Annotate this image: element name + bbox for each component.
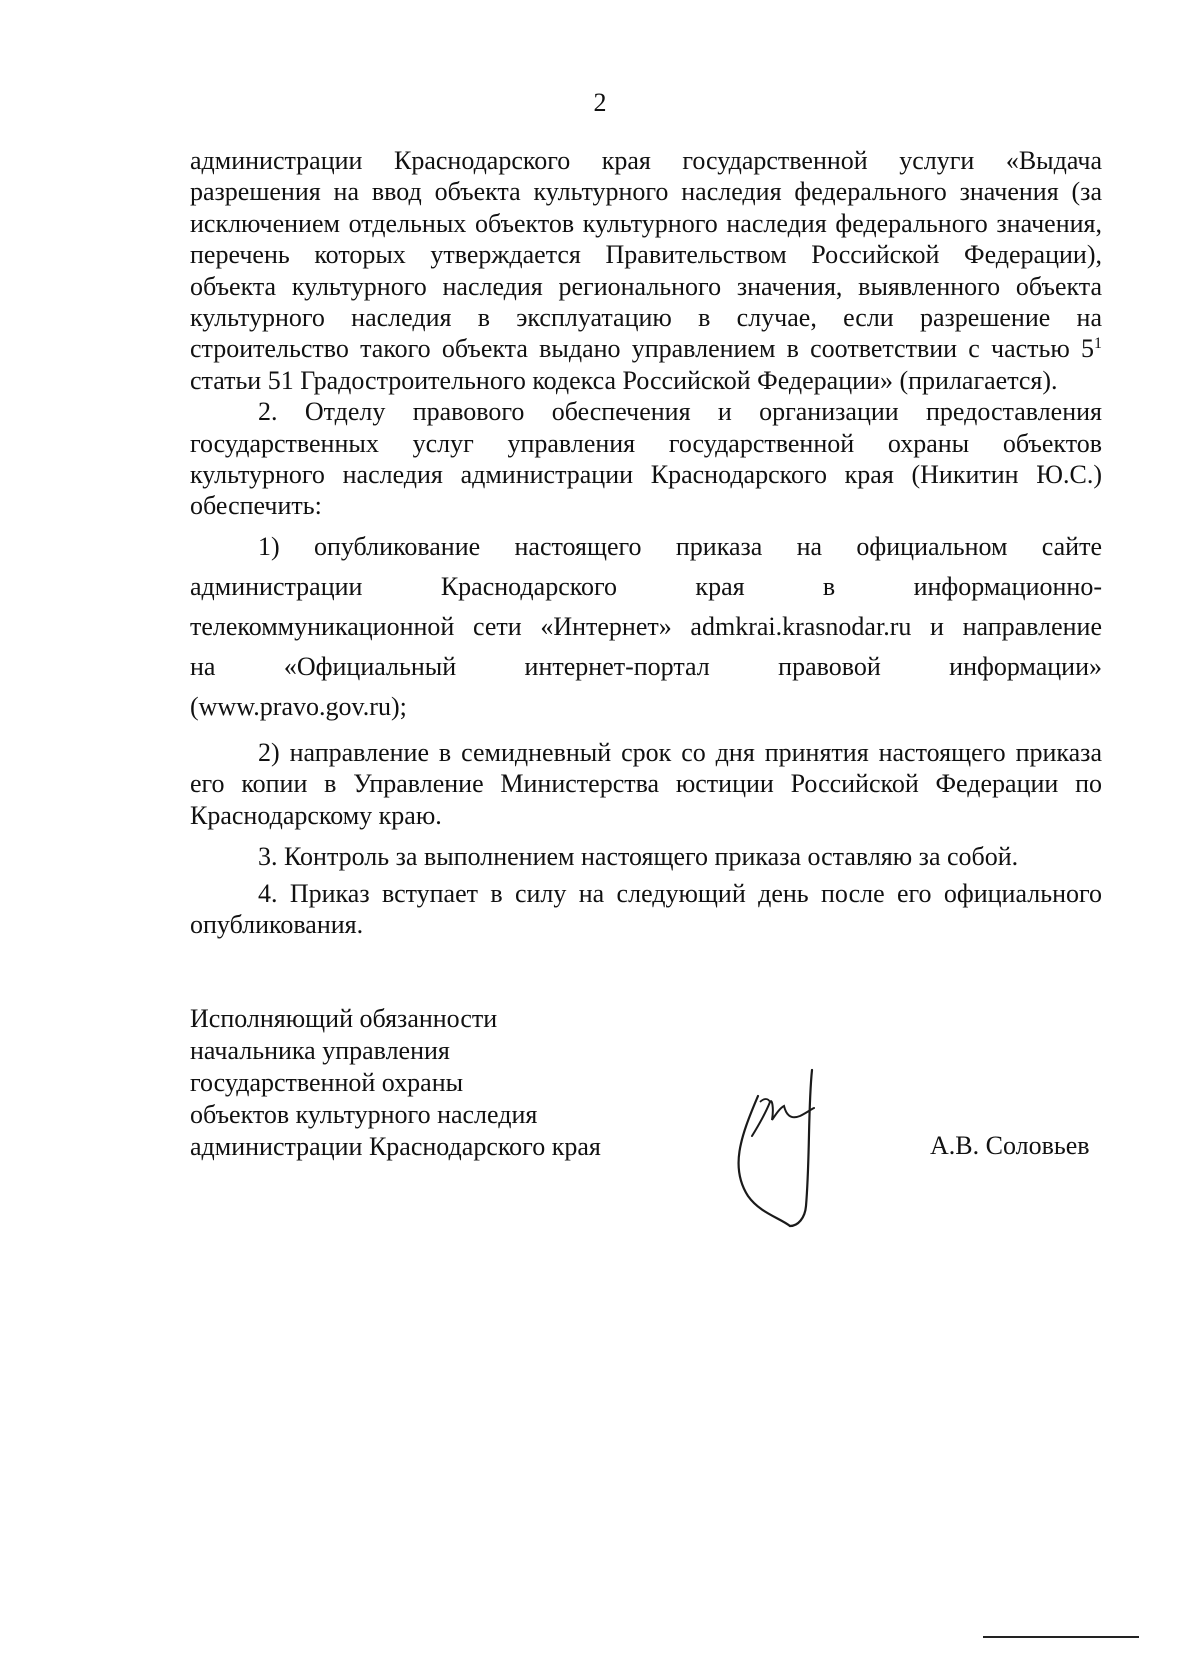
handwritten-signature [730,1068,830,1238]
intro-text-part-1: администрации Краснодарского края государственной услуги «Выдача разрешения на ввод объекта культурного наследия федерального значения (за исключением отдельных объектов культурного наследия федерального значения, перечень которых утверждается Правительством Российской Федерации), объекта культурного наследия регионального значения, выявленного объекта культурного наследия в эксплуатацию в случае, если разрешение на строительство такого объекта выдано управлением в соответствии с частью 5 [190,146,1102,364]
signer-name: А.В. Соловьев [930,1131,1090,1160]
signatory-line-1: Исполняющий обязанности [190,1004,498,1033]
paragraph-subitem-1 [190,527,1102,727]
subitem-1-line-5: (www.pravo.gov.ru); [190,691,407,721]
paragraph-item-3: 3. Контроль за выполнением настоящего приказа оставляю за собой. [258,842,1019,872]
intro-text-part-2: статьи 51 Градостроительного кодекса Российской Федерации» (прилагается). [190,365,1058,395]
footer-divider [983,1636,1139,1638]
signatory-line-4: объектов культурного наследия [190,1100,538,1129]
signatory-line-2: начальника управления [190,1036,450,1065]
signatory-line-3: государственной охраны [190,1068,464,1097]
subitem-1-line-3: телекоммуникационной сети «Интернет» admkrai.krasnodar.ru и направление [190,611,1102,641]
paragraph-intro [190,145,1102,396]
subitem-1-line-4: на «Официальный интернет-портал правовой информации» [190,651,1102,681]
subitem-1-line-1: 1) опубликование настоящего приказа на официальном сайте [258,531,1102,561]
superscript-1: 1 [1094,335,1102,353]
paragraph-subitem-2: 2) направление в семидневный срок со дня принятия настоящего приказа его копии в Управление Министерства юстиции Российской Федерации по Краснодарскому краю. [190,737,1102,830]
paragraph-item-2: 2. Отделу правового обеспечения и организации предоставления государственных услуг управления государственной охраны объектов культурного наследия администрации Краснодарского края (Никитин Ю.С.) обеспечить: [190,397,1102,521]
subitem-1-line-2: администрации Краснодарского края в информационно- [190,571,1102,601]
signatory-line-5: администрации Краснодарского края [190,1132,601,1161]
page-number: 2 [593,88,607,117]
paragraph-item-4: 4. Приказ вступает в силу на следующий день после его официального опубликования. [190,878,1102,939]
signatory-title [190,1003,601,1163]
order-body [190,145,1102,940]
